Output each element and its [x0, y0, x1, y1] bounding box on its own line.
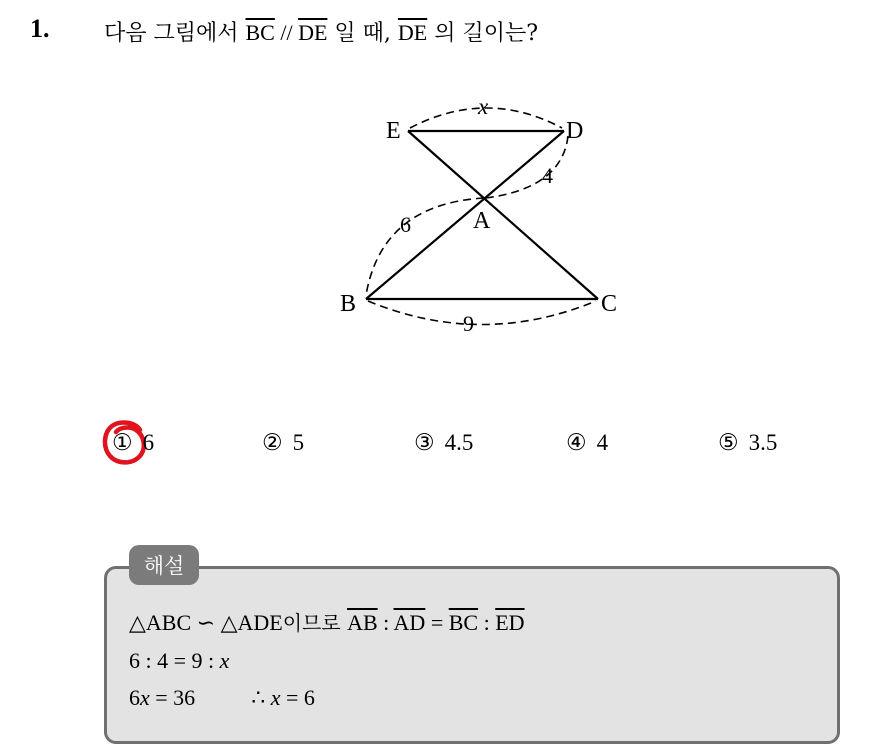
choice-1-value: 6 [142, 430, 155, 455]
expl-seg-ab: $\overline{AB}$ [347, 610, 378, 635]
parallel-symbol: // [274, 20, 299, 45]
question-prefix: 다음 그림에서 [104, 21, 246, 46]
expl-seg-ed: $\overline{ED}$ [495, 610, 525, 635]
choice-3-value: 4.5 [444, 430, 474, 455]
geometry-figure [330, 90, 650, 350]
segment-bc: $\overline{BC}$ [245, 20, 275, 45]
eq-rhs: = 36 [149, 685, 196, 710]
label-ad-length: 4 [542, 163, 553, 188]
expl-equals: = [425, 610, 449, 635]
point-e-label: E [386, 118, 401, 144]
point-b-label: B [340, 291, 357, 317]
eq-x: x [140, 685, 150, 710]
explanation-title-tab: 해설 [129, 545, 199, 585]
triangle-abc: △ABC [129, 610, 192, 635]
choice-5-value: 3.5 [748, 430, 778, 455]
choice-4-mark: ④ [566, 430, 587, 455]
segment-db-line [366, 131, 564, 299]
choice-3[interactable] [414, 430, 473, 456]
choice-3-mark: ③ [414, 430, 435, 455]
choice-2-mark: ② [262, 430, 283, 455]
expl-seg-bc: $\overline{BC}$ [448, 610, 479, 635]
point-a-label: A [473, 208, 491, 234]
triangle-ade: △ADE [220, 610, 283, 635]
question-mid: 일 때, [327, 21, 398, 46]
expl-colon-1: : [377, 610, 394, 635]
choice-4[interactable] [566, 430, 608, 456]
segment-de: $\overline{DE}$ [298, 20, 328, 45]
label-x: x [478, 94, 489, 119]
question-text [104, 16, 538, 47]
explanation-connector: 이므로 [282, 611, 348, 635]
eq-coef: 6 [129, 685, 140, 710]
explanation-line-2 [129, 648, 229, 674]
choice-1-mark: ① [112, 430, 133, 455]
answer-x: x [270, 685, 281, 710]
point-d-label: D [566, 118, 584, 144]
explanation-line-3 [129, 685, 315, 711]
choice-5-mark: ⑤ [718, 430, 739, 455]
therefore-symbol: ∴ [251, 685, 271, 710]
choice-2[interactable] [262, 430, 304, 456]
explanation-line-1 [129, 607, 525, 636]
explanation-box [104, 566, 840, 744]
label-bc-length: 9 [463, 311, 474, 336]
answer-value: = 6 [280, 685, 315, 710]
expl-colon-2: : [478, 610, 496, 635]
label-ab-length: 6 [400, 212, 411, 237]
question-number: 1. [30, 14, 50, 43]
choice-1[interactable] [112, 430, 154, 456]
arc-bc [368, 301, 596, 325]
ratio-text: 6 : 4 = 9 : [129, 648, 220, 673]
answer-choices [0, 430, 884, 466]
point-c-label: C [601, 291, 618, 317]
question-suffix: 의 길이는? [427, 21, 539, 46]
choice-4-value: 4 [596, 430, 609, 455]
segment-ec-line [408, 131, 598, 299]
choice-2-value: 5 [292, 430, 305, 455]
choice-5[interactable] [718, 430, 777, 456]
arc-ad [486, 136, 568, 198]
similar-symbol: ∽ [196, 610, 216, 635]
expl-seg-ad: $\overline{AD}$ [393, 610, 426, 635]
ratio-x: x [219, 648, 230, 673]
segment-de-2: $\overline{DE}$ [397, 20, 428, 45]
